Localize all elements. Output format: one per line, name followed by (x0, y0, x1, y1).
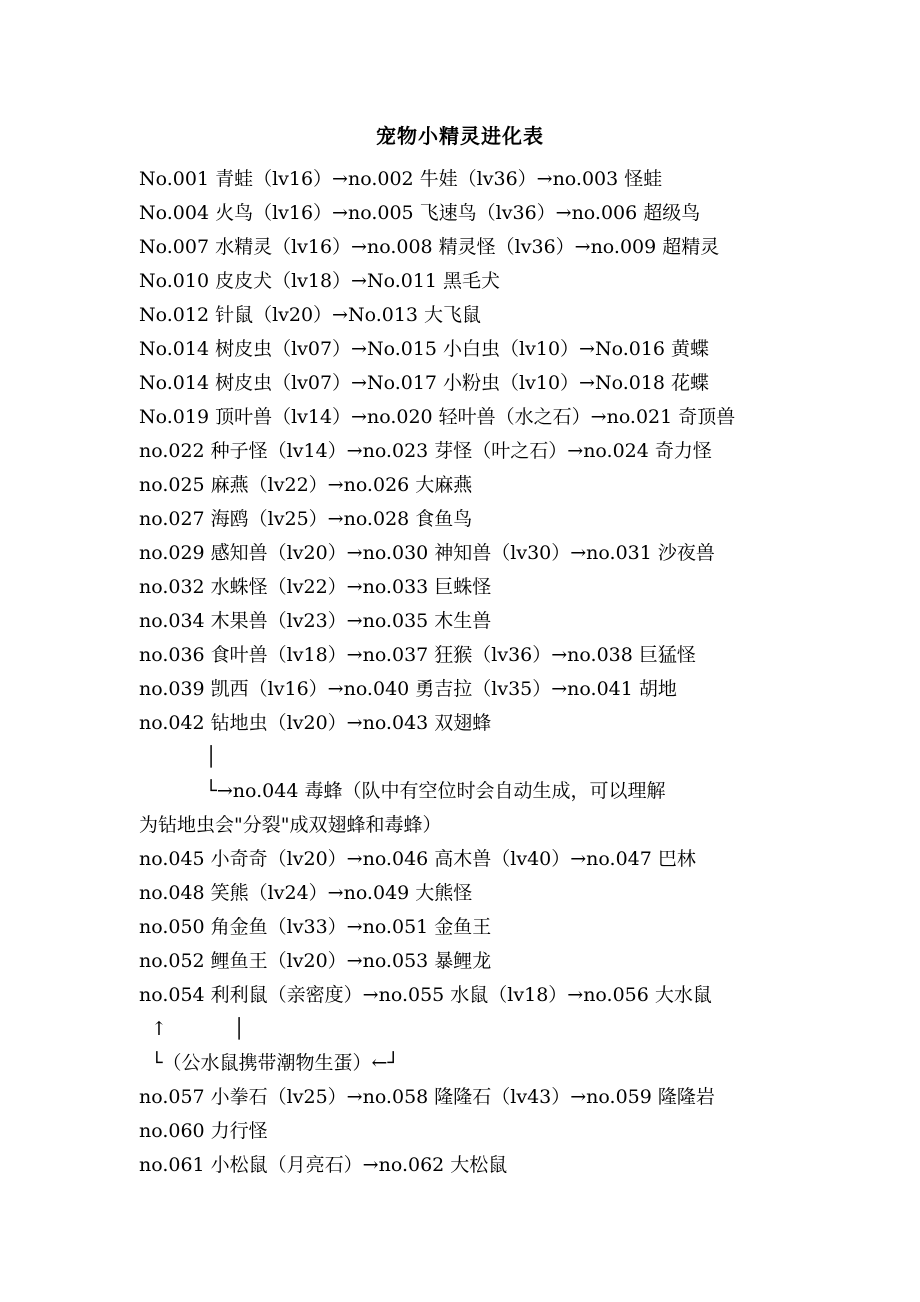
evolution-line: No.004 火鸟（lv16）→no.005 飞速鸟（lv36）→no.006 超级鸟 (139, 202, 701, 224)
evolution-line: No.001 青蛙（lv16）→no.002 牛娃（lv36）→no.003 怪蛙 (139, 168, 663, 190)
loop-note-line: └（公水鼠携带潮物生蛋）←┘ (139, 1052, 399, 1074)
branch-note-line: 为钻地虫会"分裂"成双翅蜂和毒蜂） (139, 814, 442, 836)
evolution-line: no.054 利利鼠（亲密度）→no.055 水鼠（lv18）→no.056 大水鼠 (139, 984, 712, 1006)
evolution-list (139, 162, 799, 1182)
evolution-line: no.061 小松鼠（月亮石）→no.062 大松鼠 (139, 1154, 508, 1176)
evolution-line: no.052 鲤鱼王（lv20）→no.053 暴鲤龙 (139, 950, 492, 972)
evolution-line: No.012 针鼠（lv20）→No.013 大飞鼠 (139, 304, 482, 326)
evolution-line: No.019 顶叶兽（lv14）→no.020 轻叶兽（水之石）→no.021 奇顶兽 (139, 406, 736, 428)
evolution-line: no.042 钻地虫（lv20）→no.043 双翅蜂 (139, 712, 492, 734)
evolution-line: no.045 小奇奇（lv20）→no.046 高木兽（lv40）→no.047 巴林 (139, 848, 696, 870)
evolution-line: no.048 笑熊（lv24）→no.049 大熊怪 (139, 882, 473, 904)
evolution-line: no.029 感知兽（lv20）→no.030 神知兽（lv30）→no.031 沙夜兽 (139, 542, 715, 564)
evolution-line: no.022 种子怪（lv14）→no.023 芽怪（叶之石）→no.024 奇力怪 (139, 440, 712, 462)
branch-line: └→no.044 毒蜂（队中有空位时会自动生成，可以理解 (139, 780, 666, 802)
evolution-line: no.036 食叶兽（lv18）→no.037 狂猴（lv36）→no.038 巨猛怪 (139, 644, 696, 666)
evolution-line: No.014 树皮虫（lv07）→No.015 小白虫（lv10）→No.016 黄蝶 (139, 338, 710, 360)
evolution-line: no.060 力行怪 (139, 1120, 268, 1142)
evolution-line: No.007 水精灵（lv16）→no.008 精灵怪（lv36）→no.009 超精灵 (139, 236, 720, 258)
branch-connector-line: │ (139, 746, 217, 768)
evolution-line: no.039 凯西（lv16）→no.040 勇吉拉（lv35）→no.041 胡地 (139, 678, 677, 700)
evolution-line: no.025 麻燕（lv22）→no.026 大麻燕 (139, 474, 473, 496)
evolution-line: no.050 角金鱼（lv33）→no.051 金鱼王 (139, 916, 492, 938)
evolution-line: no.057 小拳石（lv25）→no.058 隆隆石（lv43）→no.059 隆隆岩 (139, 1086, 715, 1108)
evolution-line: no.032 水蛛怪（lv22）→no.033 巨蛛怪 (139, 576, 492, 598)
document-title: 宠物小精灵进化表 (376, 124, 544, 148)
evolution-line: no.034 木果兽（lv23）→no.035 木生兽 (139, 610, 492, 632)
evolution-line: No.010 皮皮犬（lv18）→No.011 黑毛犬 (139, 270, 501, 292)
loop-connector-line: ↑ │ (139, 1018, 245, 1040)
evolution-line: No.014 树皮虫（lv07）→No.017 小粉虫（lv10）→No.018 花蝶 (139, 372, 710, 394)
evolution-line: no.027 海鸥（lv25）→no.028 食鱼鸟 (139, 508, 473, 530)
